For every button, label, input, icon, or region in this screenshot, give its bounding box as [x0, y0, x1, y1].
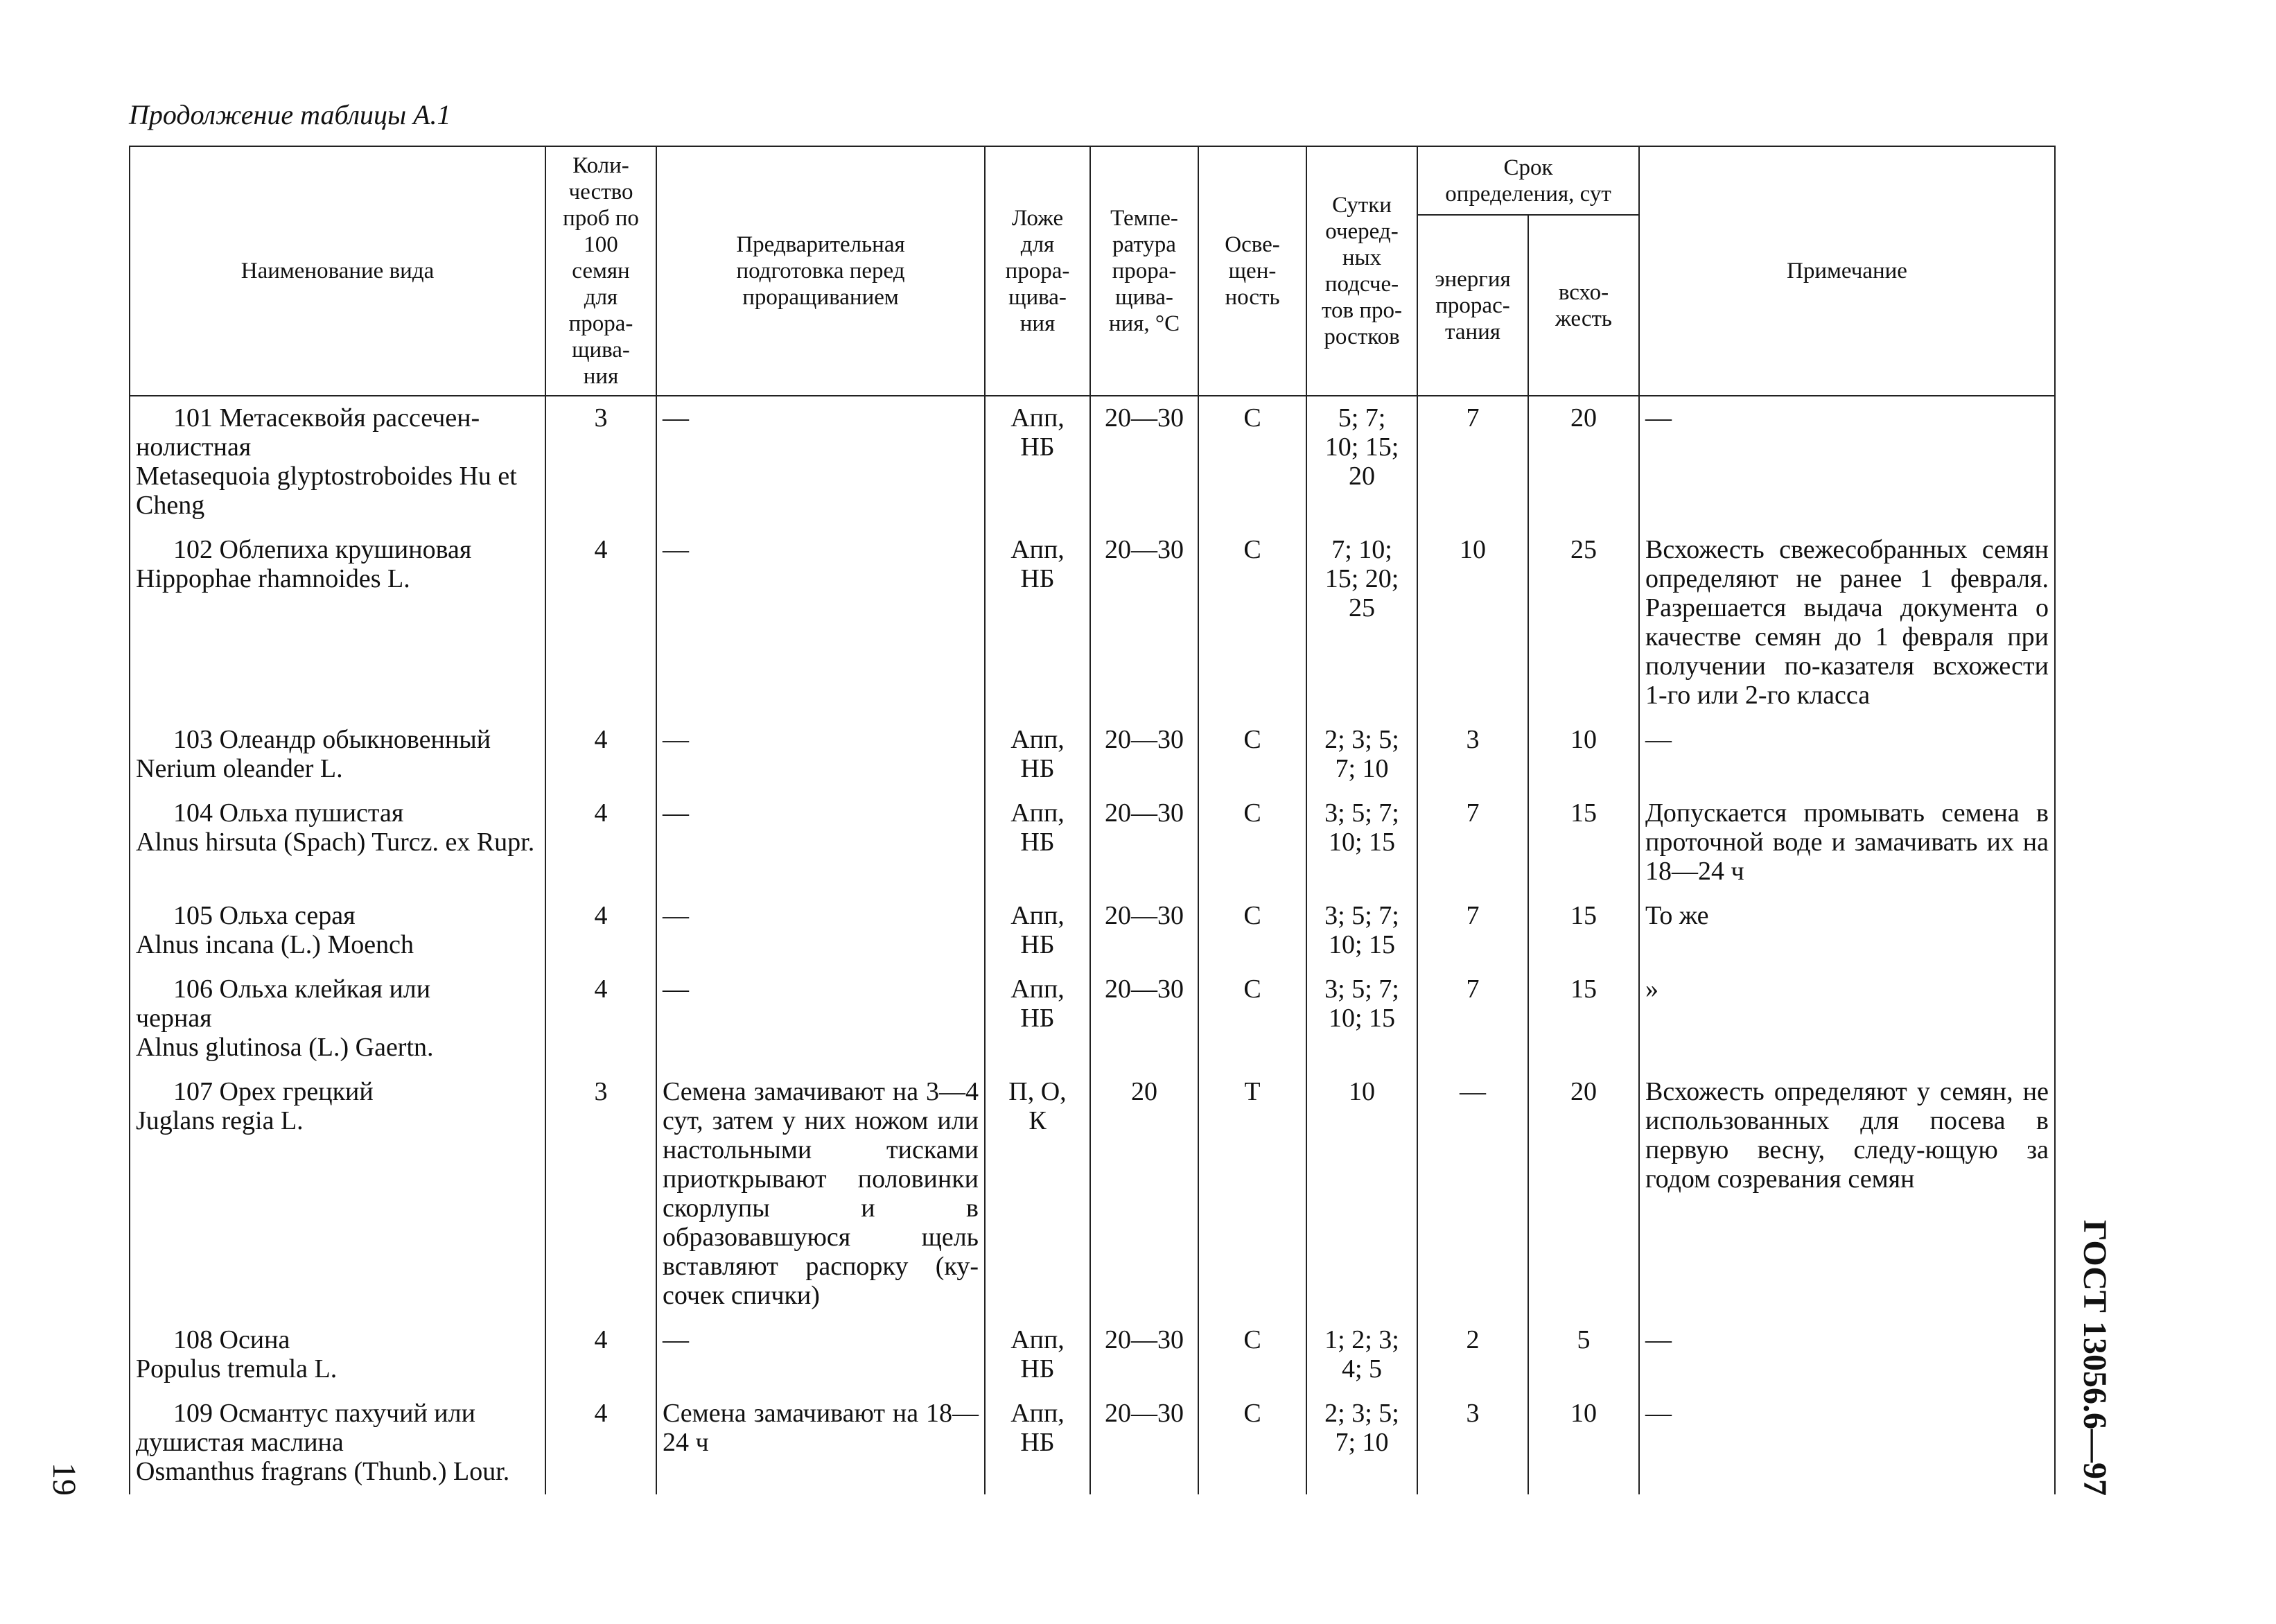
document-side-title: ГОСТ 13056.6—97	[2076, 1220, 2113, 1496]
cell-samples: 4	[545, 1318, 656, 1392]
header-germination: всхо- жесть	[1528, 215, 1639, 396]
cell-light: С	[1198, 968, 1306, 1070]
cell-energy: 7	[1417, 894, 1528, 968]
table-row	[130, 528, 2055, 718]
cell-count-days: 7; 10; 15; 20; 25	[1306, 528, 1417, 718]
page-number: 19	[46, 1463, 82, 1496]
species-name-ru: 102 Облепиха крушиновая	[173, 535, 472, 564]
cell-bed: Апп, НБ	[985, 528, 1090, 718]
cell-samples: 4	[545, 528, 656, 718]
cell-preparation: —	[656, 792, 985, 894]
seed-table	[129, 146, 2056, 1494]
cell-temperature: 20—30	[1090, 1392, 1198, 1494]
cell-preparation: Семена замачивают на 3—4 сут, затем у них ножом или настольными тисками приоткрывают половинки скорлупы и в образовавшуюся щель вставляют распорку (ку-сочек спички)	[656, 1070, 985, 1318]
cell-preparation: —	[656, 718, 985, 792]
table-body	[130, 396, 2055, 1494]
cell-count-days: 3; 5; 7; 10; 15	[1306, 792, 1417, 894]
table-row	[130, 894, 2055, 968]
cell-species-name	[130, 894, 545, 968]
cell-light: С	[1198, 718, 1306, 792]
header-note: Примечание	[1639, 146, 2055, 396]
species-name-ru: 108 Осина	[173, 1325, 290, 1354]
cell-species-name	[130, 528, 545, 718]
cell-light: С	[1198, 1392, 1306, 1494]
cell-temperature: 20—30	[1090, 792, 1198, 894]
cell-preparation: —	[656, 396, 985, 528]
cell-light: С	[1198, 894, 1306, 968]
cell-count-days: 3; 5; 7; 10; 15	[1306, 968, 1417, 1070]
header-samples: Коли- чество проб по 100 семян для прора- щива- ния	[545, 146, 656, 396]
header-energy: энергия прорас- тания	[1417, 215, 1528, 396]
species-name-latin: Metasequoia glyptostroboides Hu et Cheng	[136, 462, 517, 520]
cell-temperature: 20—30	[1090, 894, 1198, 968]
species-name-latin: Osmanthus fragrans (Thunb.) Lour.	[136, 1457, 510, 1486]
header-light: Осве- щен- ность	[1198, 146, 1306, 396]
cell-germination: 15	[1528, 968, 1639, 1070]
cell-light: Т	[1198, 1070, 1306, 1318]
cell-note: Всхожесть определяют у семян, не использованных для посева в первую весну, следу-ющую за годом созревания семян	[1639, 1070, 2055, 1318]
table-row	[130, 718, 2055, 792]
species-name-latin: Alnus incana (L.) Moench	[136, 930, 414, 959]
cell-energy: —	[1417, 1070, 1528, 1318]
cell-germination: 10	[1528, 718, 1639, 792]
cell-note: То же	[1639, 894, 2055, 968]
cell-note: Всхожесть свежесобранных семян определяют не ранее 1 февраля. Разрешается выдача документа о качестве семян до 1 февраля при получении по-казателя всхожести 1-го или 2-го класса	[1639, 528, 2055, 718]
header-count-days: Сутки очеред- ных подсче- тов про- ростков	[1306, 146, 1417, 396]
cell-germination: 25	[1528, 528, 1639, 718]
header-bed: Ложе для прора- щива- ния	[985, 146, 1090, 396]
species-name-latin: Nerium oleander L.	[136, 754, 343, 783]
cell-samples: 4	[545, 792, 656, 894]
cell-energy: 2	[1417, 1318, 1528, 1392]
cell-light: С	[1198, 396, 1306, 528]
cell-note: —	[1639, 396, 2055, 528]
cell-bed: Апп, НБ	[985, 968, 1090, 1070]
cell-bed: Апп, НБ	[985, 792, 1090, 894]
species-name-ru: 109 Османтус пахучий или	[173, 1399, 475, 1428]
cell-count-days: 2; 3; 5; 7; 10	[1306, 1392, 1417, 1494]
species-name-ru-continued: нолистная	[136, 433, 252, 462]
cell-temperature: 20—30	[1090, 968, 1198, 1070]
cell-energy: 7	[1417, 792, 1528, 894]
cell-preparation: —	[656, 968, 985, 1070]
cell-note: —	[1639, 718, 2055, 792]
cell-samples: 4	[545, 718, 656, 792]
cell-samples: 3	[545, 1070, 656, 1318]
cell-note: »	[1639, 968, 2055, 1070]
cell-preparation: Семена замачивают на 18—24 ч	[656, 1392, 985, 1494]
cell-bed: П, О, К	[985, 1070, 1090, 1318]
cell-species-name	[130, 1318, 545, 1392]
species-name-ru-continued: душистая маслина	[136, 1428, 344, 1457]
cell-preparation: —	[656, 1318, 985, 1392]
species-name-ru: 104 Ольха пушистая	[173, 798, 404, 828]
cell-bed: Апп, НБ	[985, 718, 1090, 792]
cell-species-name	[130, 1070, 545, 1318]
cell-note: —	[1639, 1318, 2055, 1392]
species-name-latin: Alnus hirsuta (Spach) Turcz. ex Rupr.	[136, 828, 535, 857]
cell-samples: 3	[545, 396, 656, 528]
table-header	[130, 146, 2055, 396]
header-preparation: Предварительная подготовка перед проращиванием	[656, 146, 985, 396]
table-row	[130, 792, 2055, 894]
species-name-ru: 107 Орех грецкий	[173, 1077, 374, 1106]
cell-energy: 7	[1417, 396, 1528, 528]
cell-bed: Апп, НБ	[985, 1318, 1090, 1392]
table-row	[130, 1392, 2055, 1494]
species-name-latin: Populus tremula L.	[136, 1354, 338, 1383]
cell-count-days: 5; 7; 10; 15; 20	[1306, 396, 1417, 528]
cell-species-name	[130, 792, 545, 894]
table-row	[130, 1070, 2055, 1318]
species-name-ru-continued: черная	[136, 1004, 212, 1033]
cell-light: С	[1198, 792, 1306, 894]
cell-species-name	[130, 968, 545, 1070]
cell-species-name	[130, 1392, 545, 1494]
cell-note: Допускается промывать семена в проточной воде и замачивать их на 18—24 ч	[1639, 792, 2055, 894]
cell-germination: 15	[1528, 894, 1639, 968]
cell-germination: 5	[1528, 1318, 1639, 1392]
species-name-latin: Hippophae rhamnoides L.	[136, 564, 410, 593]
cell-samples: 4	[545, 968, 656, 1070]
header-term-group: Срок определения, сут	[1417, 146, 1639, 215]
cell-species-name	[130, 718, 545, 792]
cell-temperature: 20—30	[1090, 396, 1198, 528]
species-name-ru: 103 Олеандр обыкновенный	[173, 725, 491, 754]
cell-samples: 4	[545, 894, 656, 968]
species-name-ru: 105 Ольха серая	[173, 901, 356, 930]
cell-count-days: 2; 3; 5; 7; 10	[1306, 718, 1417, 792]
cell-germination: 15	[1528, 792, 1639, 894]
species-name-ru: 101 Метасеквойя рассечен-	[173, 403, 480, 433]
cell-preparation: —	[656, 528, 985, 718]
cell-germination: 20	[1528, 396, 1639, 528]
cell-germination: 20	[1528, 1070, 1639, 1318]
species-name-ru: 106 Ольха клейкая или	[173, 975, 431, 1004]
cell-bed: Апп, НБ	[985, 396, 1090, 528]
cell-energy: 3	[1417, 1392, 1528, 1494]
cell-temperature: 20—30	[1090, 1318, 1198, 1392]
cell-energy: 3	[1417, 718, 1528, 792]
cell-light: С	[1198, 528, 1306, 718]
cell-samples: 4	[545, 1392, 656, 1494]
cell-temperature: 20—30	[1090, 528, 1198, 718]
table-caption: Продолжение таблицы А.1	[129, 99, 451, 130]
cell-light: С	[1198, 1318, 1306, 1392]
cell-count-days: 1; 2; 3; 4; 5	[1306, 1318, 1417, 1392]
table-row	[130, 968, 2055, 1070]
cell-germination: 10	[1528, 1392, 1639, 1494]
header-name: Наименование вида	[130, 146, 545, 396]
cell-temperature: 20—30	[1090, 718, 1198, 792]
header-temperature: Темпе- ратура прора- щива- ния, °С	[1090, 146, 1198, 396]
cell-preparation: —	[656, 894, 985, 968]
cell-count-days: 3; 5; 7; 10; 15	[1306, 894, 1417, 968]
cell-bed: Апп, НБ	[985, 894, 1090, 968]
cell-bed: Апп, НБ	[985, 1392, 1090, 1494]
cell-count-days: 10	[1306, 1070, 1417, 1318]
table-row	[130, 396, 2055, 528]
cell-note: —	[1639, 1392, 2055, 1494]
table-row	[130, 1318, 2055, 1392]
cell-energy: 10	[1417, 528, 1528, 718]
species-name-latin: Alnus glutinosa (L.) Gaertn.	[136, 1033, 434, 1062]
cell-species-name	[130, 396, 545, 528]
cell-temperature: 20	[1090, 1070, 1198, 1318]
cell-energy: 7	[1417, 968, 1528, 1070]
species-name-latin: Juglans regia L.	[136, 1106, 304, 1135]
